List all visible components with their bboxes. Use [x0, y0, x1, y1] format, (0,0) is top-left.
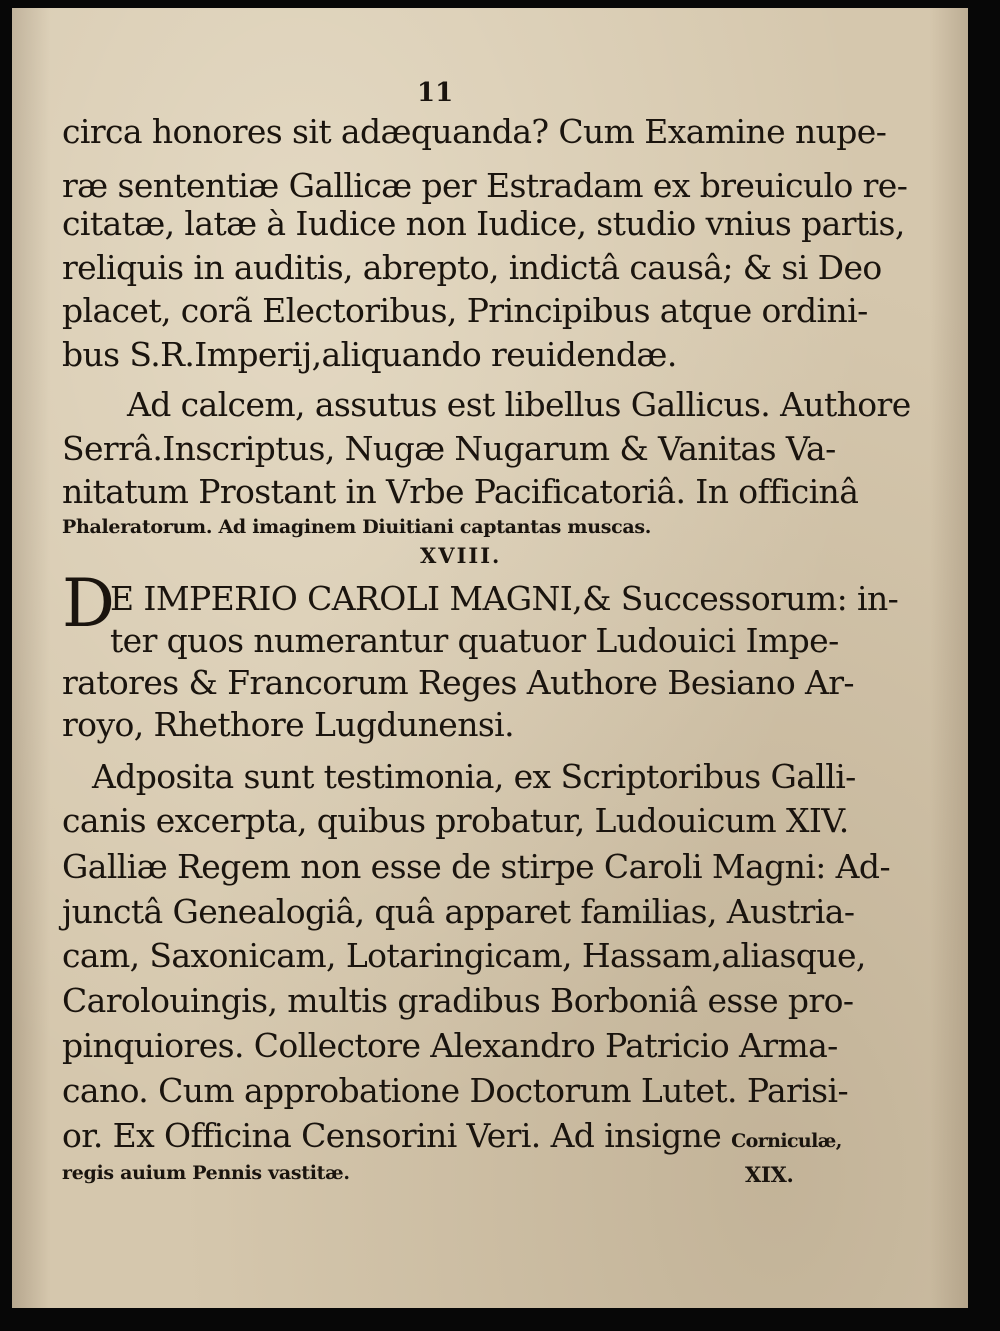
imprint-line: Phaleratorum. Ad imaginem Diuitiani captantas muscas.	[62, 516, 652, 538]
entry-title-rest: & Successorum: in-	[582, 579, 899, 618]
text-line: Ad calcem, assutus est libellus Gallicus. Authore	[127, 385, 911, 424]
text-line: nitatum Prostant in Vrbe Pacificatoriâ. In officinâ	[62, 472, 859, 511]
text-line: canis excerpta, quibus probatur, Ludouicum XIV.	[62, 801, 849, 840]
text-line: cam, Saxonicam, Lotaringicam, Hassam,aliasque,	[62, 936, 866, 975]
entry-title-caps: E IMPERIO CAROLI MAGNI,	[110, 579, 583, 618]
text-line	[62, 1116, 842, 1155]
section-heading: XVIII.	[420, 543, 502, 568]
text-line: pinquiores. Collectore Alexandro Patricio Arma-	[62, 1026, 838, 1065]
text-line: reliquis in auditis, abrepto, indictâ causâ; & si Deo	[62, 248, 882, 287]
text-line: ter quos numerantur quatuor Ludouici Impe-	[110, 621, 839, 660]
text-line: Adposita sunt testimonia, ex Scriptoribus Galli-	[92, 757, 856, 796]
catchword: XIX.	[745, 1162, 794, 1187]
text-line: circa honores sit adæquanda? Cum Examine nupe-	[62, 112, 887, 151]
text-line: Galliæ Regem non esse de stirpe Caroli Magni: Ad-	[62, 847, 890, 886]
drop-cap: D	[62, 565, 115, 642]
text-line-main: or. Ex Officina Censorini Veri. Ad insigne	[62, 1116, 722, 1155]
text-line: royo, Rhethore Lugdunensi.	[62, 705, 515, 744]
text-line: placet, corã Electoribus, Principibus atque ordini-	[62, 291, 868, 330]
footer-line: regis auium Pennis vastitæ.	[62, 1162, 350, 1184]
text-line: ræ sententiæ Gallicæ per Estradam ex breuiculo re-	[62, 166, 908, 205]
text-line: cano. Cum approbatione Doctorum Lutet. Parisi-	[62, 1071, 848, 1110]
text-line: bus S.R.Imperij,aliquando reuidendæ.	[62, 335, 677, 374]
text-line: citatæ, latæ à Iudice non Iudice, studio vnius partis,	[62, 204, 905, 243]
text-line: Carolouingis, multis gradibus Borboniâ esse pro-	[62, 981, 854, 1020]
book-page	[12, 8, 968, 1308]
page-number: 11	[417, 78, 454, 108]
text-line: junctâ Genealogiâ, quâ apparet familias, Austria-	[62, 892, 855, 931]
entry-title-line	[110, 579, 898, 618]
text-line-small: Corniculæ,	[731, 1130, 842, 1152]
text-line: Serrâ.Inscriptus, Nugæ Nugarum & Vanitas Va-	[62, 429, 836, 468]
text-line: ratores & Francorum Reges Authore Besiano Ar-	[62, 663, 854, 702]
